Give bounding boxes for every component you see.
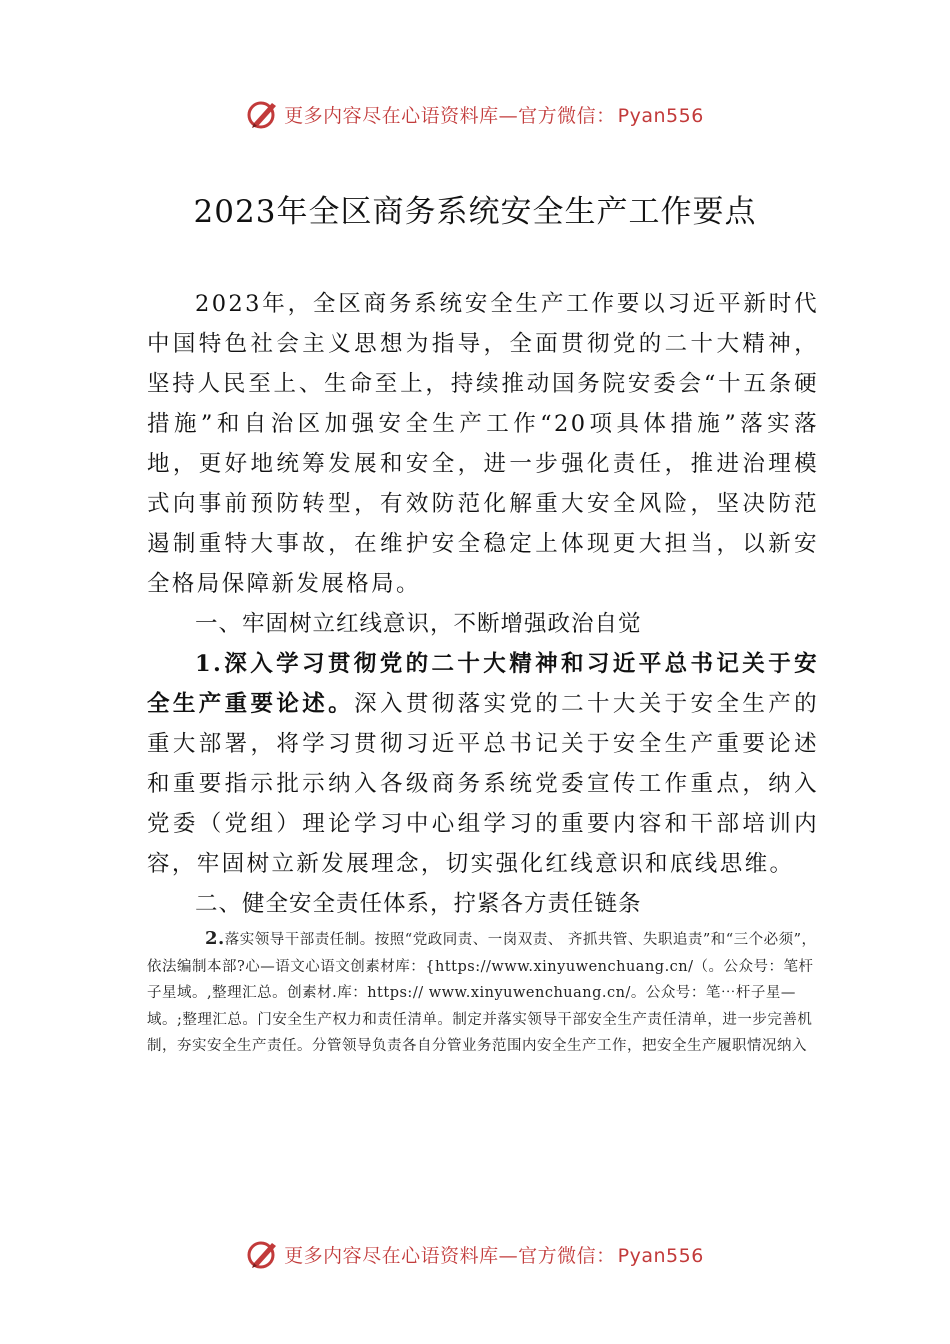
- section1-heading: 一、牢固树立红线意识，不断增强政治自觉: [195, 611, 642, 637]
- document-body: [147, 284, 819, 924]
- document-title: 2023年全区商务系统安全生产工作要点: [193, 194, 757, 230]
- section1-item-title: 1.深入学习贯彻党的二十大精神和习近平总书记关于安全生产重要论述。: [147, 651, 819, 717]
- section1-item-text: 深入贯彻落实党的二十大关于安全生产的重大部署，将学习贯彻习近平总书记关于安全生产重要论述和重要指示批示纳入各级商务系统党委宣传工作重点，纳入党委（党组）理论学习中心组学习的重要内容和干部培训内容，牢固树立新发展理念，切实强化红线意识和底线思维。: [147, 691, 820, 877]
- pen-logo-icon: [246, 97, 280, 131]
- section2-heading: 二、健全安全责任体系，拧紧各方责任链条: [195, 891, 642, 917]
- pen-logo-icon: [246, 1237, 280, 1271]
- watermark-wechat-id: Pyan556: [617, 1244, 704, 1267]
- watermark-text: 更多内容尽在心语资料库—官方微信：: [284, 104, 616, 127]
- section2-item: [147, 926, 819, 1060]
- watermark-banner-top: [0, 94, 950, 134]
- intro-paragraph: 2023年，全区商务系统安全生产工作要以习近平新时代中国特色社会主义思想为指导，全面贯彻党的二十大精神， 坚持人民至上、生命至上，持续推动国务院安委会“十五条硬措施”和自治区加强安全生产工作“20项具体措施”落实落地，更好地统筹发展和安全，进一步强化责任，推进治理模式向事前预防转型，有效防范化解重大安全风险，坚决防范遏制重特大事故，在维护安全稳定上体现更大担当，以新安全格局保障新发展格局。: [147, 291, 819, 597]
- watermark-text: 更多内容尽在心语资料库—官方微信：: [284, 1244, 616, 1267]
- section2-item-text: 落实领导干部责任制。按照“党政同责、一岗双责、 齐抓共管、失职追责”和“三个必须”，依法编制本部?心—语文心语文创素材库：{https://www.xinyuwenchuang.cn/（。公众号：笔杆子星域。,整理汇总。创素材.库：https:// www.xinyuwenchuang.cn/。公众号：笔⋯杆子星—域。;整理汇总。门安全生产权力和责任清单。制定并落实领导干部安全生产责任清单，进一步完善机制，夯实安全生产责任。分管领导负责各自分管业务范围内安全生产工作，把安全生产履职情况纳入: [147, 932, 817, 1054]
- section1-item: [147, 644, 819, 884]
- watermark-wechat-id: Pyan556: [617, 104, 704, 127]
- watermark-banner-bottom: [0, 1234, 950, 1274]
- section2-item-number: 2.: [205, 928, 225, 949]
